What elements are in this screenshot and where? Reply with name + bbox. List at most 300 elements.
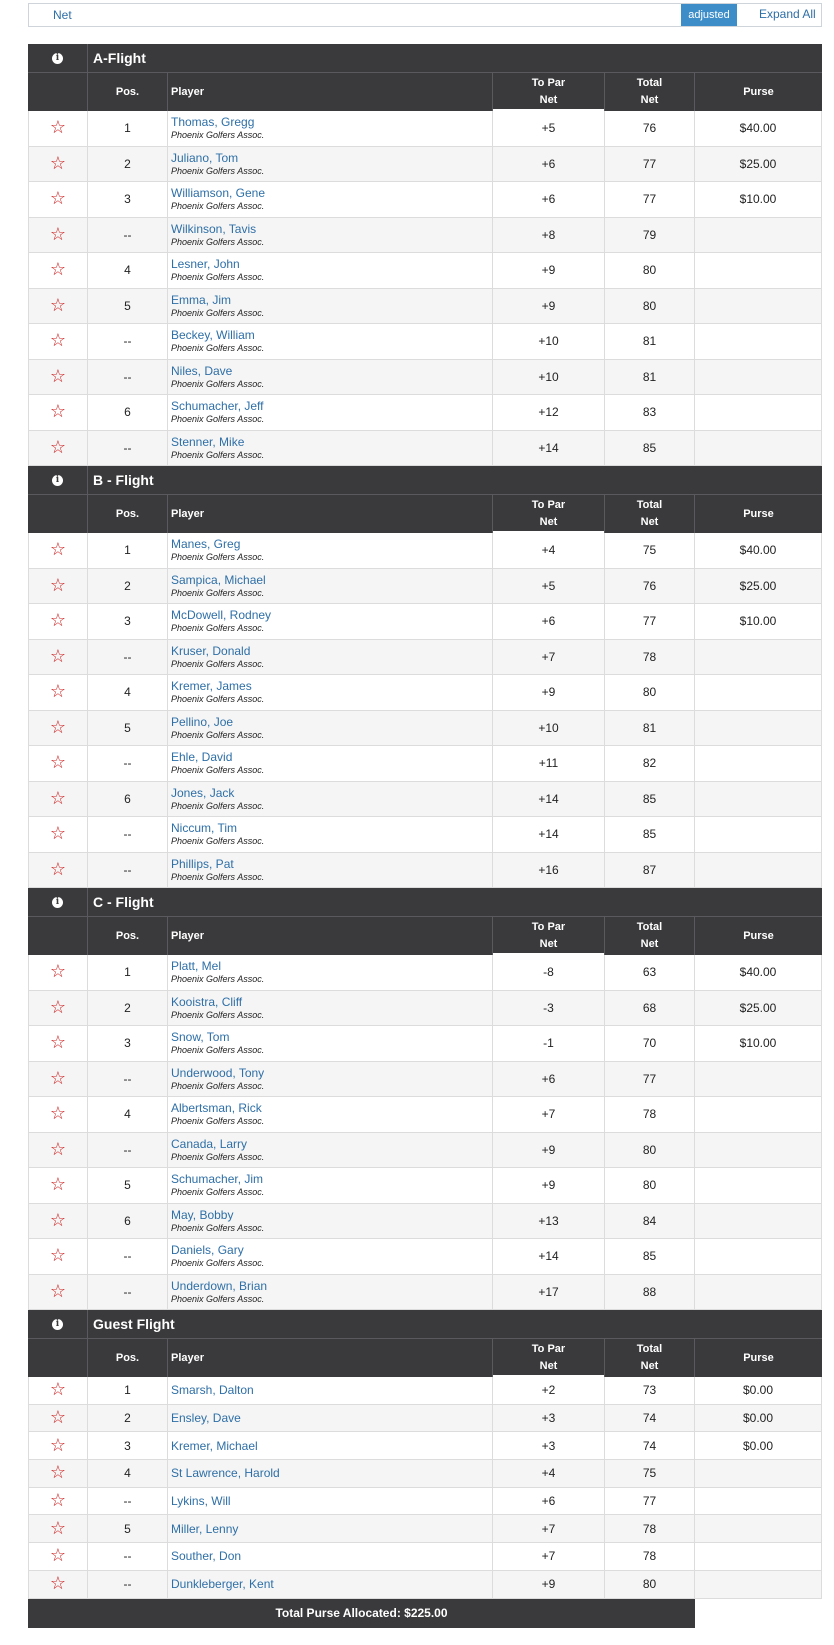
- star-outline-icon[interactable]: ☆: [49, 645, 67, 667]
- position-cell: 3: [88, 1432, 168, 1459]
- player-cell: [168, 569, 493, 604]
- player-name-link[interactable]: Juliano, Tom: [171, 150, 239, 165]
- position-cell: 6: [88, 782, 168, 817]
- star-outline-icon[interactable]: ☆: [49, 1407, 67, 1429]
- purse-column-header[interactable]: Purse: [743, 86, 774, 98]
- player-name-link[interactable]: Miller, Lenny: [171, 1521, 239, 1536]
- player-name-link[interactable]: Manes, Greg: [171, 537, 241, 552]
- star-outline-icon[interactable]: ☆: [49, 996, 67, 1018]
- favorite-cell: [29, 853, 88, 888]
- favorite-cell: [29, 675, 88, 710]
- info-icon[interactable]: i: [52, 53, 63, 64]
- player-club: Phoenix Golfers Assoc.: [171, 449, 265, 460]
- info-icon[interactable]: i: [52, 897, 63, 908]
- table-row: [28, 1571, 822, 1599]
- table-row: [28, 182, 822, 218]
- net-tab[interactable]: Net: [53, 8, 72, 22]
- position-cell: --: [88, 324, 168, 359]
- player-name-link[interactable]: Lesner, John: [171, 257, 240, 272]
- to-par-cell: +9: [493, 253, 605, 288]
- star-outline-icon[interactable]: ☆: [49, 1138, 67, 1160]
- star-outline-icon[interactable]: ☆: [49, 330, 67, 352]
- purse-cell: $0.00: [742, 1383, 774, 1398]
- favorite-cell: [29, 395, 88, 430]
- player-cell: [168, 991, 493, 1026]
- favorite-cell: [29, 1488, 88, 1515]
- position-cell: --: [88, 817, 168, 852]
- player-club: Phoenix Golfers Assoc.: [171, 236, 265, 247]
- table-row: [28, 147, 822, 183]
- position-cell: 2: [88, 569, 168, 604]
- total-header-bottom: Net: [640, 516, 659, 528]
- table-row: [28, 253, 822, 289]
- flight-header: [28, 466, 822, 495]
- player-name-link[interactable]: Kremer, Michael: [171, 1438, 258, 1453]
- player-name-link[interactable]: Emma, Jim: [171, 292, 231, 307]
- table-row: [28, 395, 822, 431]
- table-row: [28, 1133, 822, 1169]
- star-outline-icon[interactable]: ☆: [49, 1103, 67, 1125]
- player-cell: [168, 1515, 493, 1542]
- player-name-link[interactable]: Sampica, Michael: [171, 572, 266, 587]
- info-icon[interactable]: i: [52, 1319, 63, 1330]
- purse-cell: [695, 675, 821, 710]
- player-club: Phoenix Golfers Assoc.: [171, 694, 265, 705]
- favorite-cell: [29, 1515, 88, 1542]
- player-club: Phoenix Golfers Assoc.: [171, 307, 265, 318]
- player-name-link[interactable]: Platt, Mel: [171, 959, 222, 974]
- to-par-cell: +3: [493, 1405, 605, 1432]
- player-column-header[interactable]: Player: [168, 1339, 493, 1377]
- position-cell: 6: [88, 1204, 168, 1239]
- favorite-cell: [29, 1062, 88, 1097]
- total-cell: 88: [605, 1275, 695, 1310]
- star-outline-icon[interactable]: ☆: [49, 1545, 67, 1567]
- favorite-cell: [29, 147, 88, 182]
- favorite-cell: [29, 782, 88, 817]
- table-row: [28, 1377, 822, 1405]
- purse-cell: [695, 1062, 821, 1097]
- total-cell: 87: [605, 853, 695, 888]
- star-outline-icon[interactable]: ☆: [49, 858, 67, 880]
- player-cell: [168, 604, 493, 639]
- player-club: Phoenix Golfers Assoc.: [171, 587, 265, 598]
- favorite-cell: [29, 218, 88, 253]
- player-name-link[interactable]: Smarsh, Dalton: [171, 1383, 254, 1398]
- favorite-cell: [29, 1275, 88, 1310]
- to-par-cell: +11: [493, 746, 605, 781]
- star-outline-icon[interactable]: ☆: [49, 188, 67, 210]
- to-par-cell: +17: [493, 1275, 605, 1310]
- star-outline-icon[interactable]: ☆: [49, 1379, 67, 1401]
- table-row: [28, 604, 822, 640]
- player-name-link[interactable]: Snow, Tom: [171, 1030, 230, 1045]
- total-cell: 77: [605, 604, 695, 639]
- star-outline-icon[interactable]: ☆: [49, 1462, 67, 1484]
- expand-all-link[interactable]: Expand All: [759, 7, 816, 21]
- to-par-cell: +4: [493, 533, 605, 568]
- to-par-cell: +14: [493, 782, 605, 817]
- star-outline-icon[interactable]: ☆: [49, 1517, 67, 1539]
- star-outline-icon[interactable]: ☆: [49, 117, 67, 139]
- player-cell: [168, 533, 493, 568]
- player-cell: [168, 1275, 493, 1310]
- favorite-cell: [29, 1377, 88, 1404]
- table-row: [28, 675, 822, 711]
- position-cell: 6: [88, 395, 168, 430]
- purse-cell: $40.00: [739, 121, 777, 136]
- table-row: [28, 817, 822, 853]
- position-cell: 5: [88, 289, 168, 324]
- favorite-column-header: [28, 495, 88, 533]
- star-outline-icon[interactable]: ☆: [49, 401, 67, 423]
- to-par-cell: +6: [493, 1488, 605, 1515]
- to-par-cell: +7: [493, 1543, 605, 1570]
- flight-info-cell: [28, 44, 88, 72]
- position-cell: --: [88, 431, 168, 466]
- purse-cell: $40.00: [739, 965, 777, 980]
- player-club: Phoenix Golfers Assoc.: [171, 378, 265, 389]
- topar-header-bottom: Net: [539, 938, 558, 950]
- player-name-link[interactable]: Schumacher, Jim: [171, 1172, 264, 1187]
- total-column-header[interactable]: [605, 917, 695, 955]
- table-row: [28, 289, 822, 325]
- player-cell: [168, 218, 493, 253]
- to-par-cell: +5: [493, 569, 605, 604]
- player-column-header[interactable]: Player: [168, 73, 493, 111]
- player-name-link[interactable]: Ehle, David: [171, 750, 233, 765]
- to-par-cell: +14: [493, 431, 605, 466]
- star-outline-icon[interactable]: ☆: [49, 1032, 67, 1054]
- player-name-link[interactable]: Souther, Don: [171, 1549, 242, 1564]
- player-cell: [168, 1239, 493, 1274]
- player-club: Phoenix Golfers Assoc.: [171, 1080, 265, 1091]
- total-cell: 78: [605, 640, 695, 675]
- total-cell: 85: [605, 431, 695, 466]
- flight-header: [28, 1310, 822, 1339]
- player-name-link[interactable]: Lykins, Will: [171, 1494, 231, 1509]
- player-name-link[interactable]: Kremer, James: [171, 679, 252, 694]
- to-par-cell: +7: [493, 640, 605, 675]
- position-cell: --: [88, 640, 168, 675]
- star-outline-icon[interactable]: ☆: [49, 259, 67, 281]
- player-name-link[interactable]: Underdown, Brian: [171, 1278, 268, 1293]
- position-cell: --: [88, 853, 168, 888]
- favorite-cell: [29, 1168, 88, 1203]
- purse-column-header[interactable]: Purse: [743, 930, 774, 942]
- player-club: Phoenix Golfers Assoc.: [171, 165, 265, 176]
- to-par-cell: +14: [493, 817, 605, 852]
- player-name-link[interactable]: Stenner, Mike: [171, 434, 245, 449]
- favorite-cell: [29, 991, 88, 1026]
- favorite-cell: [29, 289, 88, 324]
- pos-column-header[interactable]: Pos.: [88, 73, 168, 111]
- to-par-cell: +6: [493, 1062, 605, 1097]
- table-row: [28, 1097, 822, 1133]
- table-row: [28, 1432, 822, 1460]
- purse-cell: $0.00: [742, 1438, 774, 1453]
- table-row: [28, 569, 822, 605]
- total-cell: 70: [605, 1026, 695, 1061]
- star-outline-icon[interactable]: ☆: [49, 1280, 67, 1302]
- player-name-link[interactable]: Ensley, Dave: [171, 1411, 241, 1426]
- table-row: [28, 1460, 822, 1488]
- total-cell: 81: [605, 360, 695, 395]
- star-outline-icon[interactable]: ☆: [49, 610, 67, 632]
- player-column-header[interactable]: Player: [168, 495, 493, 533]
- topar-header-bottom: Net: [539, 1360, 558, 1372]
- purse-cell: [695, 853, 821, 888]
- player-name-link[interactable]: Williamson, Gene: [171, 186, 266, 201]
- position-cell: --: [88, 746, 168, 781]
- player-club: Phoenix Golfers Assoc.: [171, 1222, 265, 1233]
- purse-column-header[interactable]: Purse: [743, 1352, 774, 1364]
- table-row: [28, 111, 822, 147]
- total-cell: 76: [605, 111, 695, 146]
- player-cell: [168, 1097, 493, 1132]
- player-cell: [168, 1405, 493, 1432]
- player-name-link[interactable]: Schumacher, Jeff: [171, 399, 264, 414]
- to-par-cell: +6: [493, 147, 605, 182]
- topar-column-header[interactable]: [493, 917, 605, 955]
- to-par-cell: +2: [493, 1377, 605, 1404]
- star-outline-icon[interactable]: ☆: [49, 1573, 67, 1595]
- position-cell: --: [88, 218, 168, 253]
- position-cell: --: [88, 1275, 168, 1310]
- player-column-header[interactable]: Player: [168, 917, 493, 955]
- table-row: [28, 1062, 822, 1098]
- table-row: [28, 1275, 822, 1311]
- position-cell: 4: [88, 675, 168, 710]
- total-column-header[interactable]: [605, 73, 695, 111]
- star-outline-icon[interactable]: ☆: [49, 961, 67, 983]
- star-outline-icon[interactable]: ☆: [49, 681, 67, 703]
- total-cell: 82: [605, 746, 695, 781]
- player-club: Phoenix Golfers Assoc.: [171, 1045, 265, 1056]
- total-cell: 68: [605, 991, 695, 1026]
- player-name-link[interactable]: Underwood, Tony: [171, 1065, 265, 1080]
- total-cell: 79: [605, 218, 695, 253]
- table-row: [28, 640, 822, 676]
- total-cell: 85: [605, 782, 695, 817]
- player-cell: [168, 1168, 493, 1203]
- purse-cell: [695, 640, 821, 675]
- player-name-link[interactable]: McDowell, Rodney: [171, 608, 272, 623]
- topar-header-bottom: Net: [539, 94, 558, 106]
- player-club: Phoenix Golfers Assoc.: [171, 765, 265, 776]
- total-header-top: Total: [636, 499, 663, 511]
- purse-column-header[interactable]: Purse: [743, 508, 774, 520]
- star-outline-icon[interactable]: ☆: [49, 152, 67, 174]
- player-cell: [168, 289, 493, 324]
- topar-header-top: To Par: [531, 1343, 566, 1355]
- table-row: [28, 360, 822, 396]
- player-name-link[interactable]: Beckey, William: [171, 328, 255, 343]
- total-column-header[interactable]: [605, 1339, 695, 1377]
- purse-cell: [695, 1515, 821, 1542]
- player-cell: [168, 395, 493, 430]
- favorite-cell: [29, 182, 88, 217]
- star-outline-icon[interactable]: ☆: [49, 365, 67, 387]
- position-cell: 1: [88, 955, 168, 990]
- table-row: [28, 431, 822, 467]
- player-cell: [168, 1204, 493, 1239]
- topar-column-header[interactable]: [493, 73, 605, 111]
- player-name-link[interactable]: St Lawrence, Harold: [171, 1466, 280, 1481]
- purse-cell: [695, 289, 821, 324]
- player-cell: [168, 640, 493, 675]
- player-name-link[interactable]: Niles, Dave: [171, 363, 233, 378]
- star-outline-icon[interactable]: ☆: [49, 787, 67, 809]
- total-cell: 80: [605, 253, 695, 288]
- player-cell: [168, 1026, 493, 1061]
- total-cell: 85: [605, 1239, 695, 1274]
- column-header-row: [28, 495, 822, 533]
- star-outline-icon[interactable]: ☆: [49, 1490, 67, 1512]
- player-cell: [168, 853, 493, 888]
- total-header-bottom: Net: [640, 1360, 659, 1372]
- purse-cell: [695, 1488, 821, 1515]
- column-header-row: [28, 1339, 822, 1377]
- star-outline-icon[interactable]: ☆: [49, 539, 67, 561]
- purse-cell: [695, 1097, 821, 1132]
- player-name-link[interactable]: Phillips, Pat: [171, 856, 234, 871]
- favorite-column-header: [28, 917, 88, 955]
- player-name-link[interactable]: Jones, Jack: [171, 785, 235, 800]
- player-name-link[interactable]: Canada, Larry: [171, 1136, 248, 1151]
- position-cell: 3: [88, 1026, 168, 1061]
- topar-column-header[interactable]: [493, 495, 605, 533]
- player-name-link[interactable]: Kooistra, Cliff: [171, 994, 243, 1009]
- position-cell: 4: [88, 1460, 168, 1487]
- star-outline-icon[interactable]: ☆: [49, 1245, 67, 1267]
- total-column-header[interactable]: [605, 495, 695, 533]
- table-row: [28, 1239, 822, 1275]
- player-cell: [168, 1488, 493, 1515]
- position-cell: --: [88, 1239, 168, 1274]
- player-club: Phoenix Golfers Assoc.: [171, 1293, 265, 1304]
- star-outline-icon[interactable]: ☆: [49, 752, 67, 774]
- player-name-link[interactable]: May, Bobby: [171, 1207, 234, 1222]
- star-outline-icon[interactable]: ☆: [49, 574, 67, 596]
- player-name-link[interactable]: Wilkinson, Tavis: [171, 221, 257, 236]
- total-cell: 80: [605, 1133, 695, 1168]
- star-outline-icon[interactable]: ☆: [49, 436, 67, 458]
- table-row: [28, 746, 822, 782]
- favorite-cell: [29, 604, 88, 639]
- topar-header-top: To Par: [531, 921, 566, 933]
- to-par-cell: +9: [493, 1133, 605, 1168]
- total-cell: 78: [605, 1097, 695, 1132]
- pos-column-header[interactable]: Pos.: [88, 917, 168, 955]
- total-cell: 74: [605, 1405, 695, 1432]
- favorite-cell: [29, 711, 88, 746]
- table-row: [28, 1488, 822, 1516]
- player-club: Phoenix Golfers Assoc.: [171, 836, 265, 847]
- star-outline-icon[interactable]: ☆: [49, 1434, 67, 1456]
- total-purse-banner: Total Purse Allocated: $225.00: [28, 1599, 695, 1628]
- total-header-top: Total: [636, 77, 663, 89]
- favorite-cell: [29, 955, 88, 990]
- favorite-cell: [29, 533, 88, 568]
- player-name-link[interactable]: Niccum, Tim: [171, 821, 237, 836]
- star-outline-icon[interactable]: ☆: [49, 294, 67, 316]
- total-cell: 80: [605, 289, 695, 324]
- total-cell: 78: [605, 1543, 695, 1570]
- to-par-cell: +3: [493, 1432, 605, 1459]
- star-outline-icon[interactable]: ☆: [49, 1174, 67, 1196]
- purse-cell: $40.00: [739, 543, 777, 558]
- player-cell: [168, 1571, 493, 1598]
- player-name-link[interactable]: Dunkleberger, Kent: [171, 1577, 274, 1592]
- player-name-link[interactable]: Daniels, Gary: [171, 1243, 244, 1258]
- purse-cell: [695, 253, 821, 288]
- to-par-cell: +8: [493, 218, 605, 253]
- table-row: [28, 218, 822, 254]
- player-cell: [168, 1377, 493, 1404]
- player-name-link[interactable]: Thomas, Gregg: [171, 115, 255, 130]
- topar-header-top: To Par: [531, 499, 566, 511]
- to-par-cell: +9: [493, 675, 605, 710]
- player-name-link[interactable]: Albertsman, Rick: [171, 1101, 262, 1116]
- total-cell: 83: [605, 395, 695, 430]
- purse-cell: [695, 360, 821, 395]
- star-outline-icon[interactable]: ☆: [49, 716, 67, 738]
- column-header-row: [28, 917, 822, 955]
- player-club: Phoenix Golfers Assoc.: [171, 729, 265, 740]
- adjusted-toggle[interactable]: adjusted: [681, 4, 737, 26]
- position-cell: 2: [88, 1405, 168, 1432]
- flight-title: Guest Flight: [93, 1316, 175, 1332]
- position-cell: 2: [88, 991, 168, 1026]
- topar-header-top: To Par: [531, 77, 566, 89]
- position-cell: 4: [88, 1097, 168, 1132]
- pos-column-header[interactable]: Pos.: [88, 495, 168, 533]
- leaderboard: [28, 44, 822, 1628]
- player-name-link[interactable]: Pellino, Joe: [171, 714, 234, 729]
- to-par-cell: +4: [493, 1460, 605, 1487]
- player-name-link[interactable]: Kruser, Donald: [171, 643, 251, 658]
- topar-column-header[interactable]: [493, 1339, 605, 1377]
- star-outline-icon[interactable]: ☆: [49, 1067, 67, 1089]
- player-cell: [168, 955, 493, 990]
- position-cell: 2: [88, 147, 168, 182]
- table-row: [28, 782, 822, 818]
- player-cell: [168, 1543, 493, 1570]
- purse-cell: [695, 711, 821, 746]
- favorite-cell: [29, 569, 88, 604]
- flight-info-cell: [28, 1310, 88, 1338]
- star-outline-icon[interactable]: ☆: [49, 823, 67, 845]
- total-header-bottom: Net: [640, 938, 659, 950]
- favorite-cell: [29, 817, 88, 852]
- flight-info-cell: [28, 466, 88, 494]
- flight-header: [28, 44, 822, 73]
- player-cell: [168, 1432, 493, 1459]
- purse-cell: [695, 782, 821, 817]
- total-cell: 74: [605, 1432, 695, 1459]
- player-cell: [168, 746, 493, 781]
- info-icon[interactable]: i: [52, 475, 63, 486]
- star-outline-icon[interactable]: ☆: [49, 1209, 67, 1231]
- total-cell: 81: [605, 324, 695, 359]
- star-outline-icon[interactable]: ☆: [49, 223, 67, 245]
- player-club: Phoenix Golfers Assoc.: [171, 974, 265, 985]
- flight-section: [28, 888, 822, 1310]
- purse-cell: [695, 1460, 821, 1487]
- pos-column-header[interactable]: Pos.: [88, 1339, 168, 1377]
- favorite-column-header: [28, 73, 88, 111]
